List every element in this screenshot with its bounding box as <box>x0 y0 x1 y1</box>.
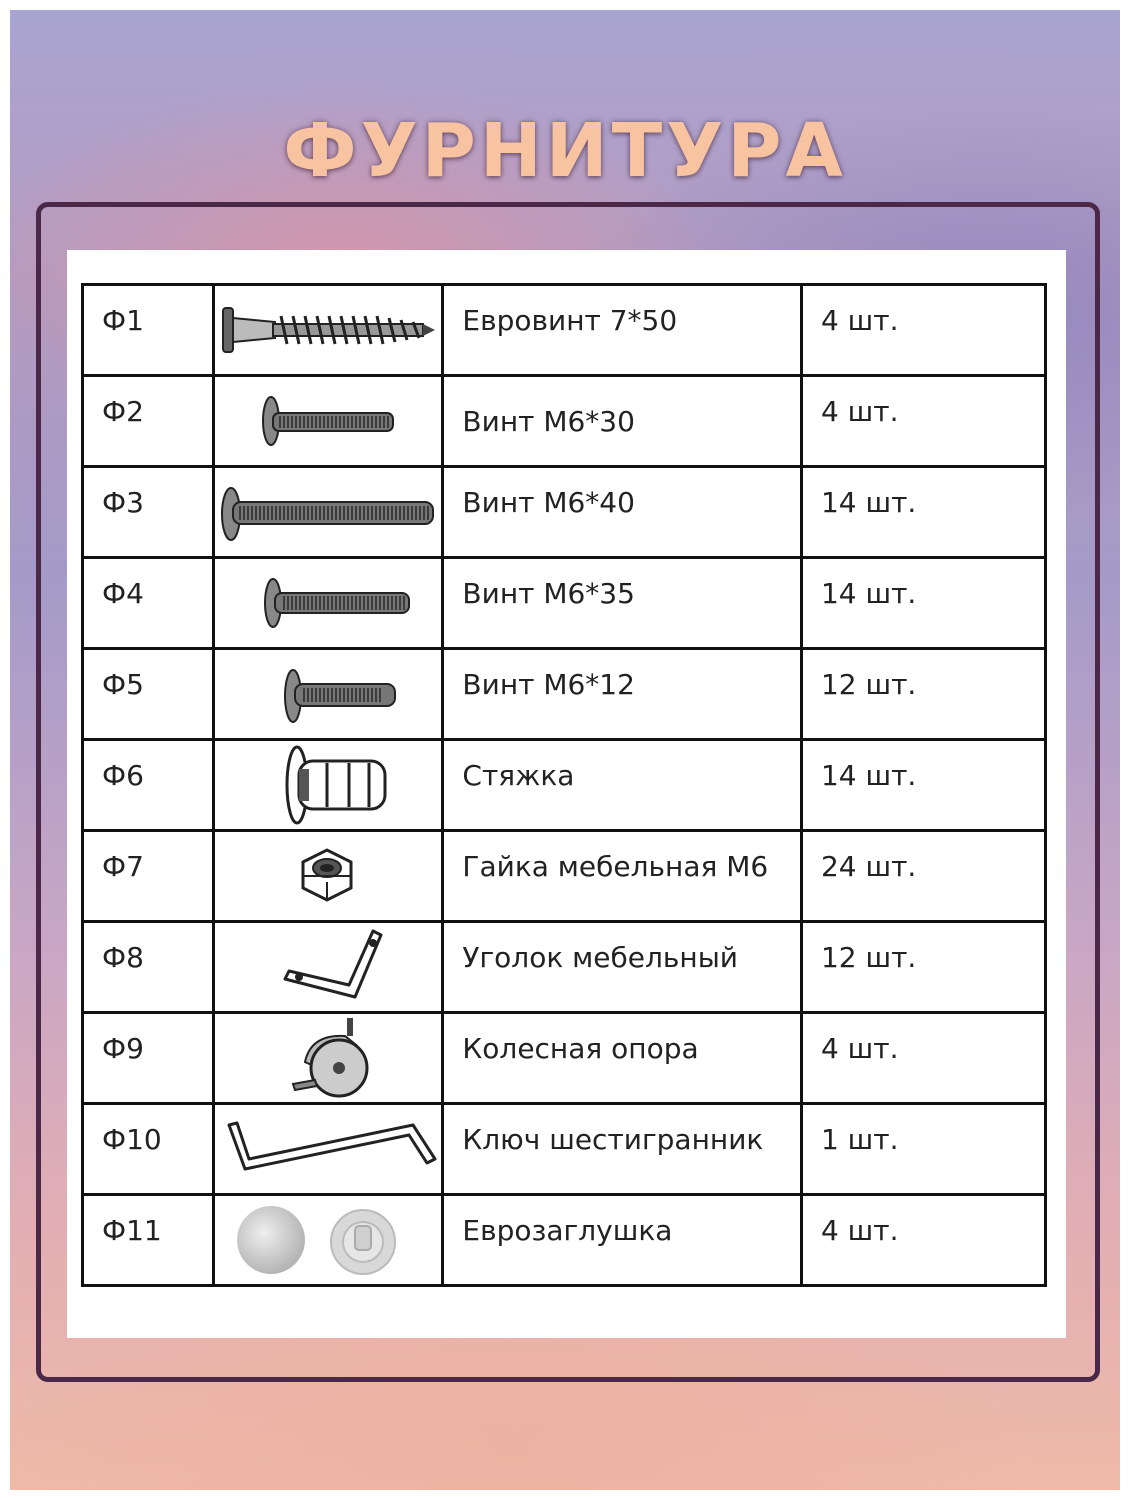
item-quantity: 24 шт. <box>801 831 1045 922</box>
table-row <box>83 376 1046 467</box>
screw-m6-35-icon <box>215 559 441 647</box>
item-name: Евровинт 7*50 <box>443 285 802 376</box>
table-row <box>83 467 1046 558</box>
euro-screw-icon <box>215 286 441 374</box>
hex-nut-icon <box>215 832 441 920</box>
item-name: Винт М6*12 <box>443 649 802 740</box>
table-row <box>83 1104 1046 1195</box>
item-code: Ф11 <box>83 1195 214 1286</box>
item-code: Ф5 <box>83 649 214 740</box>
item-code: Ф3 <box>83 467 214 558</box>
item-code: Ф8 <box>83 922 214 1013</box>
item-code: Ф2 <box>83 376 214 467</box>
item-name: Стяжка <box>443 740 802 831</box>
hex-key-icon <box>215 1105 441 1193</box>
item-code: Ф4 <box>83 558 214 649</box>
item-quantity: 12 шт. <box>801 922 1045 1013</box>
table-row <box>83 285 1046 376</box>
table-row <box>83 922 1046 1013</box>
item-code: Ф9 <box>83 1013 214 1104</box>
item-quantity: 4 шт. <box>801 1195 1045 1286</box>
item-name: Ключ шестигранник <box>443 1104 802 1195</box>
item-quantity: 4 шт. <box>801 285 1045 376</box>
table-row <box>83 831 1046 922</box>
item-name: Колесная опора <box>443 1013 802 1104</box>
parts-sheet <box>67 250 1066 1338</box>
table-row <box>83 1195 1046 1286</box>
table-row <box>83 649 1046 740</box>
coupler-icon <box>215 741 441 829</box>
item-name: Еврозаглушка <box>443 1195 802 1286</box>
page-title: ФУРНИТУРА <box>283 108 847 194</box>
caster-wheel-icon <box>215 1014 441 1102</box>
table-row <box>83 558 1046 649</box>
table-row <box>83 740 1046 831</box>
item-quantity: 14 шт. <box>801 558 1045 649</box>
item-name: Винт М6*40 <box>443 467 802 558</box>
screw-m6-12-icon <box>215 650 441 738</box>
item-name: Винт М6*30 <box>443 376 802 467</box>
item-quantity: 4 шт. <box>801 376 1045 467</box>
item-quantity: 4 шт. <box>801 1013 1045 1104</box>
item-code: Ф7 <box>83 831 214 922</box>
page-background <box>10 10 1120 1490</box>
item-quantity: 12 шт. <box>801 649 1045 740</box>
item-code: Ф6 <box>83 740 214 831</box>
item-name: Винт М6*35 <box>443 558 802 649</box>
item-code: Ф10 <box>83 1104 214 1195</box>
item-quantity: 1 шт. <box>801 1104 1045 1195</box>
parts-table <box>81 283 1047 1287</box>
euro-cap-icon <box>215 1196 441 1284</box>
item-quantity: 14 шт. <box>801 467 1045 558</box>
screw-m6-40-icon <box>215 468 441 556</box>
item-code: Ф1 <box>83 285 214 376</box>
item-quantity: 14 шт. <box>801 740 1045 831</box>
table-row <box>83 1013 1046 1104</box>
screw-m6-30-icon <box>215 377 441 465</box>
item-name: Уголок мебельный <box>443 922 802 1013</box>
corner-bracket-icon <box>215 923 441 1011</box>
item-name: Гайка мебельная М6 <box>443 831 802 922</box>
